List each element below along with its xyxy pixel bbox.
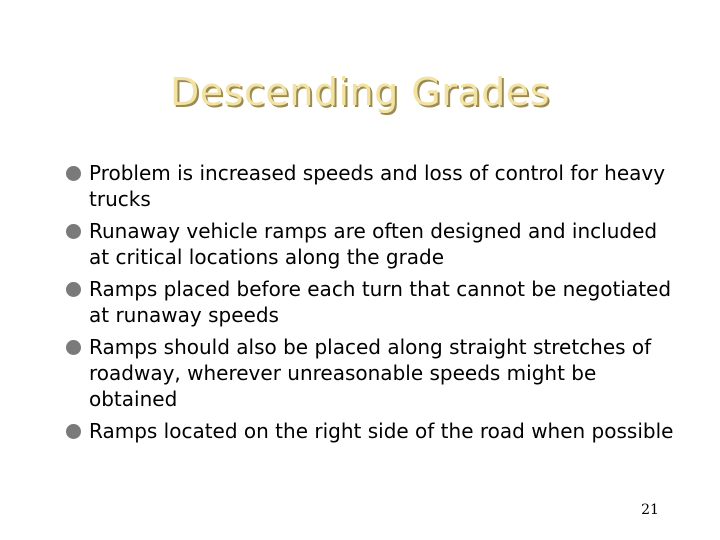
bullet-item — [66, 334, 676, 412]
bullet-item — [66, 160, 676, 212]
slide-title: Descending Grades — [170, 70, 550, 114]
bullet-text: Ramps placed before each turn that cannot be negotiated at runaway speeds — [89, 277, 672, 327]
bullet-list — [66, 160, 676, 450]
bullet-text: Problem is increased speeds and loss of control for heavy trucks — [89, 161, 666, 211]
bullet-dot-icon — [66, 224, 81, 239]
bullet-item — [66, 218, 676, 270]
bullet-dot-icon — [66, 340, 81, 355]
bullet-item — [66, 418, 676, 444]
bullet-dot-icon — [66, 166, 81, 181]
bullet-text: Ramps located on the right side of the road when possible — [89, 419, 674, 443]
bullet-item — [66, 276, 676, 328]
bullet-dot-icon — [66, 282, 81, 297]
page-number: 21 — [641, 502, 659, 518]
bullet-text: Ramps should also be placed along straight stretches of roadway, wherever unreasonable speeds might be obtained — [89, 335, 652, 411]
bullet-text: Runaway vehicle ramps are often designed and included at critical locations along the grade — [89, 219, 658, 269]
bullet-dot-icon — [66, 424, 81, 439]
